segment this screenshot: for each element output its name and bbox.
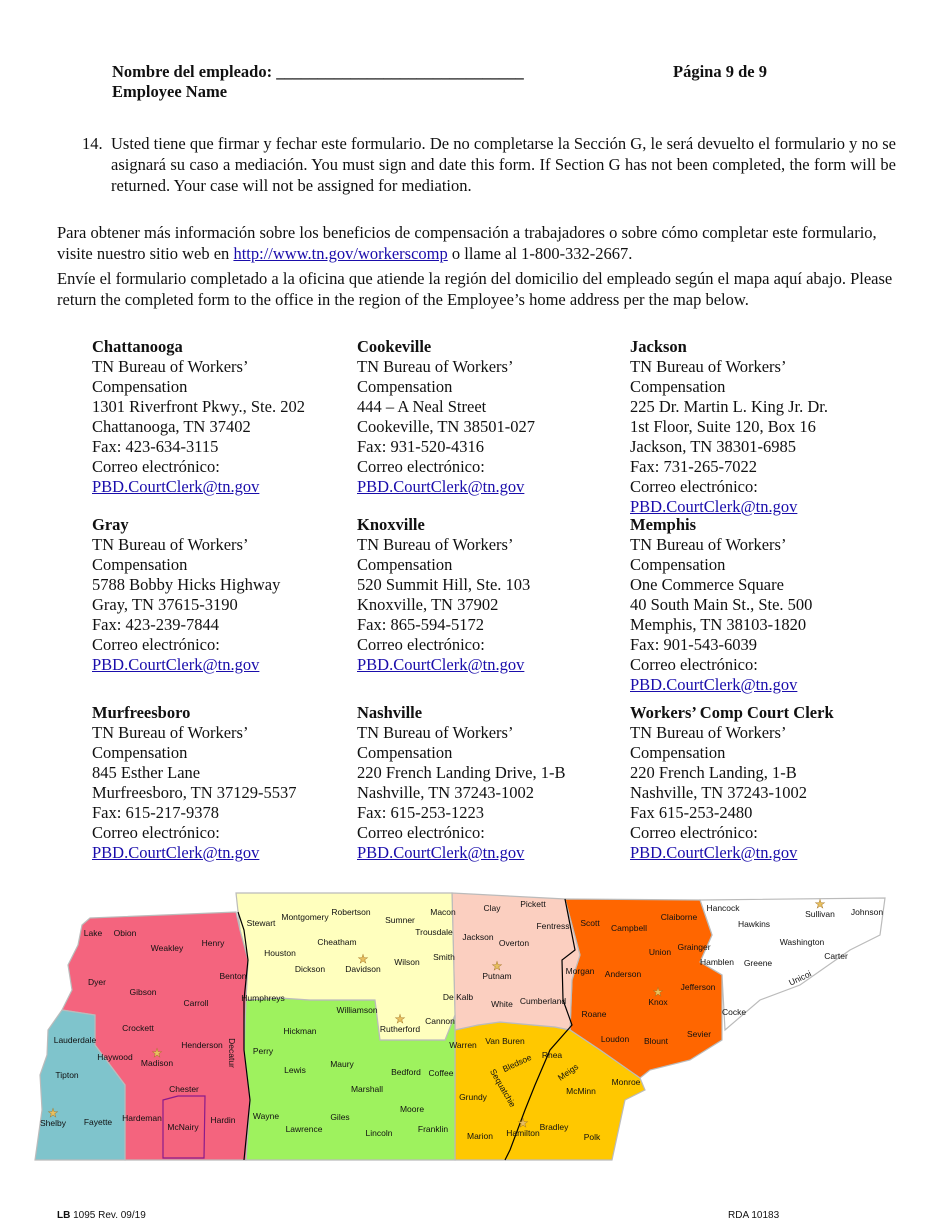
office-name: Workers’ Comp Court Clerk [630,703,834,722]
office-line: Cookeville, TN 38501-027 [357,417,535,436]
county-label: Cheatham [317,937,357,947]
county-label: Rhea [541,1050,563,1060]
county-label: Humphreys [241,993,285,1003]
item-number: 14. [82,134,103,153]
county-label: Fentress [536,921,570,931]
office-line: Correo electrónico: [92,635,220,654]
office-murfreesboro [92,703,297,863]
office-line: 225 Dr. Martin L. King Jr. Dr. [630,397,828,416]
tennessee-region-map [0,880,950,1170]
office-line: 1st Floor, Suite 120, Box 16 [630,417,816,436]
office-line: Compensation [630,743,726,762]
county-label: Rutherford [379,1024,421,1034]
county-label: Loudon [600,1034,630,1044]
county-label: Blount [643,1036,669,1046]
office-line: Compensation [92,555,188,574]
county-label: Jefferson [680,982,716,992]
county-label: Chester [169,1084,199,1094]
office-name: Knoxville [357,515,425,534]
county-label: Franklin [417,1124,449,1134]
county-label: Greene [743,958,773,968]
form-rev: 1095 Rev. 09/19 [70,1210,146,1221]
county-label: Cannon [425,1016,455,1026]
office-line: Memphis, TN 38103-1820 [630,615,807,634]
info-phone: o llame al 1-800-332-2667. [447,244,633,263]
county-label: Warren [449,1040,477,1050]
office-star-icon: ★ [47,1106,59,1120]
county-label: Henry [201,938,225,948]
office-line: 40 South Main St., Ste. 500 [630,595,813,614]
county-label: Bradley [539,1122,569,1132]
office-line: 444 – A Neal Street [357,397,487,416]
office-star-icon: ★ [151,1046,163,1060]
office-line: Correo electrónico: [357,635,485,654]
county-label: Stewart [246,918,276,928]
county-label: Sevier [686,1029,712,1039]
office-line: Fax: 931-520-4316 [357,437,484,456]
office-star-icon: ★ [491,959,503,973]
office-name: Memphis [630,515,696,534]
office-line: TN Bureau of Workers’ [630,723,787,742]
office-email-link[interactable]: PBD.CourtClerk@tn.gov [630,843,798,862]
office-email-link[interactable]: PBD.CourtClerk@tn.gov [357,843,525,862]
county-label: Wayne [252,1111,280,1121]
office-cookeville [357,337,535,497]
office-name: Chattanooga [92,337,183,356]
office-email-link[interactable]: PBD.CourtClerk@tn.gov [357,655,525,674]
office-line: Gray, TN 37615-3190 [92,595,238,614]
office-line: 845 Esther Lane [92,763,201,782]
county-label: Washington [779,937,825,947]
county-label: Tipton [55,1070,79,1080]
office-line: TN Bureau of Workers’ [92,723,249,742]
office-line: TN Bureau of Workers’ [630,357,787,376]
county-label: Putnam [482,971,512,981]
office-line: Fax 615-253-2480 [630,803,753,822]
office-star-icon: ★ [652,985,664,999]
county-label: Gibson [129,987,157,997]
return-instructions: Envíe el formulario completado a la oficina que atiende la región del domicilio del empleado según el mapa aquí abajo. Please return the completed form to the office in the region of the Employee’s home address per the map below. [57,269,893,309]
office-line: Fax: 423-239-7844 [92,615,219,634]
county-label: Lake [83,928,103,938]
county-label: De Kalb [442,992,474,1002]
rda-number: RDA 10183 [728,1210,780,1221]
county-label: Maury [330,1059,354,1069]
office-star-icon: ★ [357,952,369,966]
office-name: Nashville [357,703,423,722]
county-label: Claiborne [660,912,698,922]
county-label: Lewis [284,1065,306,1075]
county-label: Davidson [345,964,381,974]
county-label: Johnson [850,907,884,917]
office-knoxville [357,515,530,675]
county-label: Lauderdale [53,1035,97,1045]
employee-name-label-en: Employee Name [112,82,228,101]
county-label: Giles [330,1112,350,1122]
office-line: Murfreesboro, TN 37129-5537 [92,783,297,802]
county-label: McMinn [566,1086,596,1096]
county-label: Trousdale [415,927,453,937]
office-line: Compensation [92,743,188,762]
county-label: Shelby [40,1118,66,1128]
form-number [57,1210,146,1221]
office-line: Correo electrónico: [92,457,220,476]
county-label: Houston [264,948,296,958]
county-label: Madison [140,1058,174,1068]
county-label: Henderson [181,1040,223,1050]
office-line: Knoxville, TN 37902 [357,595,499,614]
county-label: Hickman [283,1026,317,1036]
county-label: Weakley [150,943,184,953]
county-label: Hamblen [699,957,735,967]
county-label: Van Buren [485,1036,525,1046]
office-email-link[interactable]: PBD.CourtClerk@tn.gov [357,477,525,496]
office-line: TN Bureau of Workers’ [357,357,514,376]
office-line: TN Bureau of Workers’ [92,535,249,554]
county-label: Decatur [227,1038,237,1068]
region-cookeville [452,893,580,1030]
county-label: McNairy [167,1122,199,1132]
county-label: Marion [467,1131,493,1141]
county-label: White [491,999,513,1009]
office-line: Correo electrónico: [630,823,758,842]
county-label: Anderson [604,969,642,979]
county-label: Moore [399,1104,425,1114]
county-label: Meigs [555,1061,581,1083]
office-email-link[interactable]: PBD.CourtClerk@tn.gov [92,843,260,862]
office-email-link[interactable]: PBD.CourtClerk@tn.gov [92,655,260,674]
office-line: Chattanooga, TN 37402 [92,417,251,436]
county-label: Cumberland [519,996,567,1006]
office-email-link[interactable]: PBD.CourtClerk@tn.gov [630,675,798,694]
county-label: Scott [580,918,600,928]
office-line: Fax: 901-543-6039 [630,635,757,654]
county-label: Hancock [706,903,740,913]
county-label: Overton [498,938,530,948]
county-label: Union [648,947,672,957]
office-name: Jackson [630,337,687,356]
office-star-icon: ★ [517,1116,529,1130]
office-line: Compensation [357,743,453,762]
county-label: Williamson [336,1005,378,1015]
office-memphis [630,515,812,695]
county-label: Hardin [210,1115,236,1125]
office-line: TN Bureau of Workers’ [357,535,514,554]
county-label: Benton [219,971,247,981]
office-line: Fax: 615-217-9378 [92,803,219,822]
county-label: Sequatchie [488,1067,518,1109]
county-label: Hawkins [737,919,771,929]
page-number: Página 9 de 9 [673,62,767,81]
office-line: Fax: 423-634-3115 [92,437,219,456]
form-prefix: LB [57,1210,71,1221]
county-label: Polk [583,1132,601,1142]
office-line: Nashville, TN 37243-1002 [357,783,535,802]
office-line: Compensation [92,377,188,396]
office-line: Fax: 731-265-7022 [630,457,757,476]
office-line: 220 French Landing Drive, 1-B [357,763,566,782]
workerscomp-link[interactable]: http://www.tn.gov/workerscomp [233,244,448,263]
office-line: Nashville, TN 37243-1002 [630,783,808,802]
county-label: Haywood [97,1052,133,1062]
county-label: Coffee [428,1068,454,1078]
info-paragraph [57,222,897,264]
office-workers-comp-court-clerk [630,703,834,863]
county-label: Carroll [183,998,209,1008]
office-chattanooga [92,337,305,497]
county-label: Grundy [459,1092,487,1102]
county-label: Wilson [394,957,420,967]
county-label: Bledsoe [500,1051,534,1075]
office-line: Fax: 865-594-5172 [357,615,484,634]
office-jackson [630,337,828,517]
office-email-link[interactable]: PBD.CourtClerk@tn.gov [630,497,798,516]
office-line: 520 Summit Hill, Ste. 103 [357,575,531,594]
office-name: Gray [92,515,129,534]
county-label: Montgomery [281,912,329,922]
office-line: Compensation [630,555,726,574]
county-label: Obion [113,928,137,938]
office-line: Compensation [357,377,453,396]
county-label: Roane [581,1009,607,1019]
county-label: Grainger [677,942,711,952]
office-line: Correo electrónico: [630,477,758,496]
county-label: Hamilton [506,1128,540,1138]
county-label: Smith [433,952,455,962]
office-star-icon: ★ [394,1012,406,1026]
office-line: 220 French Landing, 1-B [630,763,797,782]
county-label: Pickett [520,899,546,909]
county-label: Carter [824,951,848,961]
office-star-icon: ★ [814,897,826,911]
county-label: Clay [483,903,501,913]
office-line: Correo electrónico: [357,457,485,476]
office-line: 5788 Bobby Hicks Highway [92,575,281,594]
county-label: Jackson [462,932,494,942]
office-name: Murfreesboro [92,703,191,722]
county-label: Monroe [611,1077,641,1087]
county-label: Hardeman [122,1113,162,1123]
office-line: Correo electrónico: [92,823,220,842]
office-line: Correo electrónico: [357,823,485,842]
office-line: TN Bureau of Workers’ [630,535,787,554]
county-label: Unicoi [787,968,813,988]
county-label: Cocke [721,1007,747,1017]
county-label: Crockett [122,1023,154,1033]
item-14-text: Usted tiene que firmar y fechar este formulario. De no completarse la Sección G, le será devuelto el formulario y no se asignará su caso a mediación. You must sign and date this form. If Section G has not been completed, the form will be returned. Your case will not be assigned for mediation. [111,134,896,195]
county-label: Sumner [385,915,415,925]
employee-name-label: Nombre del empleado: ______________________________ [112,62,524,81]
county-label: Morgan [565,966,595,976]
county-label: Campbell [611,923,647,933]
office-line: TN Bureau of Workers’ [92,357,249,376]
office-line: One Commerce Square [630,575,784,594]
office-email-link[interactable]: PBD.CourtClerk@tn.gov [92,477,260,496]
county-label: Robertson [331,907,371,917]
office-line: Correo electrónico: [630,655,758,674]
county-label: Dyer [88,977,106,987]
office-line: Compensation [357,555,453,574]
county-label: Knox [648,997,668,1007]
county-label: Macon [430,907,456,917]
office-line: 1301 Riverfront Pkwy., Ste. 202 [92,397,305,416]
office-name: Cookeville [357,337,432,356]
office-nashville [357,703,566,863]
office-line: Jackson, TN 38301-6985 [630,437,797,456]
county-label: Fayette [83,1117,113,1127]
county-label: Bedford [391,1067,421,1077]
office-line: Compensation [630,377,726,396]
county-label: Lawrence [285,1124,323,1134]
office-gray [92,515,280,675]
county-label: Lincoln [365,1128,393,1138]
county-label: Sullivan [805,909,835,919]
county-label: Marshall [350,1084,384,1094]
office-line: Fax: 615-253-1223 [357,803,484,822]
office-line: TN Bureau of Workers’ [357,723,514,742]
info-text: Para obtener más información sobre los beneficios de compensación a trabajadores o sobre cómo completar este formulario, visite nuestro sitio web en [57,223,877,263]
county-label: Perry [252,1046,274,1056]
county-label: Dickson [294,964,326,974]
